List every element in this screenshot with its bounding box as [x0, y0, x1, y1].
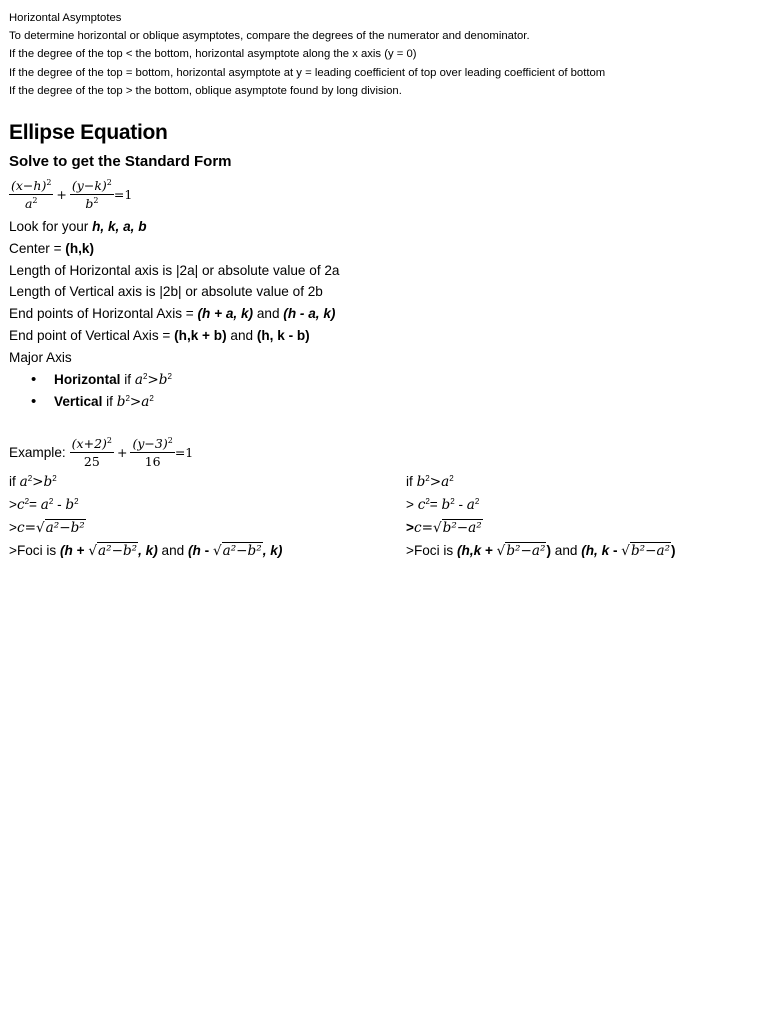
fraction-y-denominator: b — [85, 195, 94, 211]
fraction-x-denominator: a — [24, 195, 33, 211]
center-line — [9, 238, 764, 260]
focus-2-end: , k) — [262, 542, 283, 558]
horizontal-endpoint-1: (h + a, k) — [197, 306, 254, 322]
radical-icon: √ — [432, 519, 442, 536]
radicand: a²−b² — [98, 542, 138, 559]
focus-1-start: (h — [60, 542, 73, 558]
plus-sign: + — [117, 445, 128, 461]
term-var: a — [466, 496, 475, 513]
horizontal-endpoints-label: End points of Horizontal Axis = — [9, 306, 198, 322]
square-root — [88, 541, 138, 563]
standard-form-equation — [9, 172, 132, 216]
look-for-line — [9, 216, 764, 238]
example-label: Example: — [9, 445, 66, 461]
equals: = — [29, 496, 41, 512]
exponent: 2 — [167, 436, 173, 446]
radicand: b²−a² — [442, 519, 482, 536]
document-page — [9, 0, 764, 562]
radical-icon: √ — [621, 542, 630, 559]
c-equals: c= — [16, 519, 36, 536]
example-cases — [9, 471, 764, 562]
square-root — [621, 541, 671, 563]
c-var: c — [16, 496, 25, 513]
standard-form-subheading: Solve to get the Standard Form — [9, 153, 232, 171]
radicand: a²−b² — [45, 519, 85, 536]
major-axis-list — [9, 369, 764, 415]
example-y-denominator: 16 — [144, 454, 161, 470]
if-text: if — [406, 474, 417, 490]
example-x-numerator: (x+2) — [71, 436, 107, 452]
square-root — [433, 518, 483, 540]
exponent: 2 — [46, 177, 52, 187]
arrow-prefix: > — [9, 496, 17, 512]
example-fraction-y — [130, 436, 174, 469]
exponent: 2 — [32, 195, 38, 205]
foci-line — [406, 540, 761, 563]
c-squared-line: $>c^2= a^2 - b^2$ — [9, 496, 79, 513]
foci-label: >Foci is — [406, 542, 457, 558]
term-var: a — [40, 496, 49, 513]
if-text: if — [9, 474, 20, 490]
arrow-prefix: > — [406, 519, 414, 535]
focus-2-start: (h — [188, 542, 201, 558]
case-condition: if $b^2>a^2$ — [406, 474, 454, 491]
c-equals: c= — [413, 519, 433, 536]
horizontal-asymptotes-section — [9, 0, 764, 100]
list-item: • Horizontal if $a^2>b^2$ — [31, 369, 764, 392]
c-var: c — [417, 496, 426, 513]
c-equals-line — [9, 517, 406, 540]
plus: + — [481, 542, 497, 558]
minus: - — [609, 542, 622, 558]
condition-var: a — [141, 394, 150, 411]
bullet-label: Vertical — [54, 394, 103, 410]
plus-sign: + — [56, 186, 67, 202]
list-item: • Vertical if $b^2>a^2$ — [31, 391, 764, 414]
ellipse-heading: Ellipse Equation — [9, 121, 168, 145]
condition-var: a — [441, 474, 450, 491]
case-a-greater — [9, 471, 406, 562]
equals-one: =1 — [174, 445, 194, 461]
condition-var: b — [158, 371, 168, 388]
condition-var: b — [43, 474, 53, 491]
greater-than: > — [129, 394, 142, 411]
term-var: b — [441, 496, 451, 513]
asymptote-rule-equal: If the degree of the top = bottom, horizontal asymptote at y = leading coefficient of top over leading coefficient of bottom — [9, 66, 606, 79]
square-root — [497, 541, 547, 563]
radicand: b²−a² — [506, 542, 546, 559]
vertical-endpoints-line — [9, 325, 764, 347]
minus: - — [200, 542, 213, 558]
horizontal-axis-length: Length of Horizontal axis is |2a| or absolute value of 2a — [9, 262, 340, 278]
horizontal-endpoints-line — [9, 303, 764, 325]
c-equals-line — [406, 517, 761, 540]
exponent: 2 — [106, 177, 112, 187]
fraction-x-numerator: (x−h) — [11, 177, 47, 193]
minus: - — [53, 496, 66, 512]
major-axis-label: Major Axis — [9, 349, 72, 365]
minus: - — [454, 496, 467, 512]
radical-icon: √ — [496, 542, 506, 559]
and-text: and — [226, 328, 257, 343]
radical-icon: √ — [212, 542, 222, 559]
fraction-x-term — [9, 178, 53, 211]
fraction-y-numerator: (y−k) — [71, 177, 107, 193]
and-text: and — [157, 542, 188, 558]
bullet-text: if — [102, 394, 117, 410]
case-condition: if $a^2>b^2$ — [9, 474, 57, 491]
greater-than: > — [429, 474, 442, 491]
c-squared-line: > $c^2= b^2 - a^2$ — [406, 496, 480, 513]
asymptote-intro: To determine horizontal or oblique asymptotes, compare the degrees of the numerator and denominator. — [9, 30, 530, 43]
focus-1-start: (h,k — [457, 542, 482, 558]
equals-one: =1 — [113, 186, 133, 202]
look-for-vars: h, k, a, b — [92, 219, 147, 235]
look-for-label: Look for your — [9, 219, 93, 235]
vertical-axis-length: Length of Vertical axis is |2b| or absolute value of 2b — [9, 284, 323, 300]
radical-icon: √ — [35, 519, 45, 536]
example-equation — [9, 436, 764, 469]
term-var: b — [65, 496, 75, 513]
vertical-endpoint-2: (h, k - b) — [256, 328, 310, 343]
greater-than: > — [147, 371, 159, 388]
vertical-endpoints-label: End point of Vertical Axis = — [9, 328, 175, 343]
horizontal-endpoint-2: (h - a, k) — [283, 306, 336, 322]
equals: = — [429, 496, 442, 512]
horizontal-asymptotes-title: Horizontal Asymptotes — [9, 12, 122, 24]
plus: + — [72, 542, 89, 558]
radicand: a²−b² — [222, 542, 262, 559]
exponent: 2 — [93, 195, 99, 205]
square-root — [213, 541, 263, 563]
center-label: Center = — [9, 240, 66, 256]
asymptote-rule-less: If the degree of the top < the bottom, horizontal asymptote along the x axis (y = 0) — [9, 48, 417, 61]
example-y-numerator: (y−3) — [132, 436, 168, 452]
focus-2-start: (h, k — [581, 542, 610, 558]
bullet-text: if — [120, 371, 135, 387]
greater-than: > — [32, 474, 44, 491]
case-b-greater — [406, 471, 761, 562]
square-root — [36, 518, 86, 540]
radicand: b²−a² — [630, 542, 671, 559]
condition-var: a — [19, 474, 28, 491]
radical-icon: √ — [88, 542, 98, 559]
foci-label: >Foci is — [9, 542, 60, 558]
center-value: (h,k) — [65, 240, 94, 256]
example-x-denominator: 25 — [83, 454, 100, 470]
vertical-endpoint-1: (h,k + b) — [174, 328, 227, 343]
fraction-y-term — [70, 178, 114, 211]
bullet-label: Horizontal — [54, 371, 121, 387]
exponent: 2 — [106, 436, 112, 446]
and-text: and — [253, 306, 284, 322]
condition-var: b — [416, 474, 426, 491]
focus-2-end: ) — [671, 542, 676, 558]
example-fraction-x — [70, 436, 114, 469]
focus-1-end: ) — [546, 542, 551, 558]
focus-1-end: , k) — [138, 542, 158, 558]
foci-line — [9, 540, 406, 563]
arrow-prefix: > — [9, 519, 17, 535]
and-text: and — [550, 542, 582, 558]
condition-var: a — [134, 371, 143, 388]
arrow-prefix: > — [406, 496, 418, 512]
asymptote-rule-greater: If the degree of the top > the bottom, oblique asymptote found by long division. — [9, 84, 402, 97]
condition-var: b — [116, 394, 126, 411]
